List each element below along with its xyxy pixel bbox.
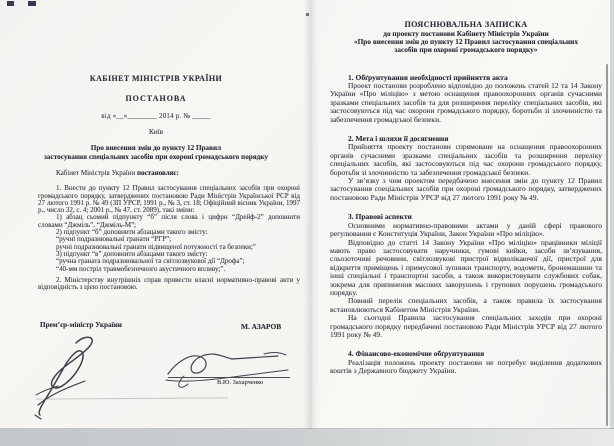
- preamble-text: Кабінет Міністрів України: [56, 169, 137, 177]
- explanatory-note-page: [312, 0, 610, 437]
- page-fold-shadow: [304, 0, 320, 437]
- section-1-heading: 1. Обґрунтування необхідності прийняття акта: [348, 72, 508, 82]
- document-type: ПОСТАНОВА: [125, 94, 187, 103]
- azarov-signature-mark: [30, 331, 122, 423]
- note-subtitle-line3: засобів при охороні громадського порядку»: [394, 45, 538, 55]
- amendment-sub-1: 1) абзац сьомий підпункту “б” після слова і цифри “Дрейф-2” доповнити словами “Джміль”, “Джміль-М”;: [38, 213, 300, 229]
- section-1-paragraph: Проект постанови розроблено відповідно до положень статей 12 та 14 Закону України «Про міліцію» з метою оснащення правоохоронних органів сучасними зразками спеціальних засобів та для розширення переліку спеціальних засобів, які застосовуються під час охорони громадського порядку, боротьби зі злочинністю та забезпечення громадської безпеки.: [330, 81, 602, 124]
- org-name: КАБІНЕТ МІНІСТРІВ УКРАЇНИ: [89, 74, 223, 83]
- pm-signature-title: Прем’єр-міністр України: [40, 321, 122, 329]
- preamble: [38, 170, 300, 177]
- resolution-title-line1: Про внесення змін до пункту 12 Правил: [90, 144, 222, 152]
- section-4-heading: 4. Фінансово-економічне обґрунтування: [348, 349, 485, 359]
- section-3-paragraph-1: Основними нормативно-правовими актами у даній сфері правового регулювання є Конституція України, Закон України «Про міліцію».: [330, 220, 602, 239]
- resolution-title-line2: застосування спеціальних засобів при охороні громадського порядку: [44, 153, 268, 161]
- section-3-paragraph-4: На сьогодні Правила застосування спеціальних заходів при охороні громадського порядку передбачені постановою Ради Міністрів УРСР від 27 лютого 1991 року № 49.: [330, 313, 602, 339]
- resolution-body: [38, 170, 300, 291]
- note-title-block: [330, 20, 602, 55]
- signature-underline: [168, 377, 290, 378]
- item-2: 2. Міністерству внутрішніх справ привести власні нормативно-правові акти у відповідність з цією постановою.: [38, 275, 300, 292]
- amendment-sub-2b: ручні подразнювальні гранати підвищеної потужності та безпеки;”: [56, 242, 256, 251]
- resolution-header: [24, 74, 288, 162]
- scanner-background-bottom: [0, 429, 614, 446]
- section-2-paragraph-2: У зв’язку з чим проектом передбачено внесення змін до пункту 12 Правил застосування спеціальних засобів при охороні громадського порядку, затверджених постановою Ради Міністрів УРСР від 27 лютого 1991 року № 49.: [330, 176, 602, 202]
- section-3-heading: 3. Правові аспекти: [348, 212, 412, 222]
- explanatory-note-body: [330, 20, 602, 376]
- item-1: 1. Внести до пункту 12 Правил застосування спеціальних засобів при охороні громадського порядку, затверджених постановою Ради Міністрів Української РСР від 27 лютого 1991 р. № 49 (ЗП УРСР, 1991 р., № 3, ст. 18; Офіційний вісник України, 1997 р., число 32, с. 4; 2001 р., № 47, ст. 2089), такі зміни:: [38, 184, 300, 215]
- section-3-paragraph-2: Відповідно до статті 14 Закону України «Про міліцію» працівники міліції мають право застосовувати наручники, гумові кийки, засоби зв’язування, сльозоточиві речовини, світлозвукові пристрої відволікаючої дії, пристрої для відкриття приміщень і примусової зупинки транспорту, водомети, бронемашини та інші спеціальні і транспортні засоби, а також використовувати службових собак, зокрема для припинення масових заворушень і групових порушень громадського порядку.: [330, 237, 602, 297]
- page-edge-line: [606, 64, 608, 426]
- city-label: Київ: [148, 128, 164, 136]
- resolution-title: [24, 144, 288, 162]
- date-number-line: від «__»________ 2014 р. № _____: [101, 112, 211, 120]
- preamble-verb: постановляє:: [137, 169, 179, 177]
- scan-artifact-mark: [28, 1, 36, 6]
- pm-signature-name: М. АЗАРОВ: [241, 322, 282, 331]
- section-4-paragraph: Реалізація положень проекту постанови не потребує виділення додаткових коштів з Державного бюджету України.: [330, 357, 602, 376]
- note-title: ПОЯСНЮВАЛЬНА ЗАПИСКА: [404, 20, 528, 29]
- section-2-paragraph-1: Прийняття проекту постанови спрямоване на оснащення правоохоронних органів сучасними зразками спеціальних засобів та розширення переліку спеціальних засобів, які застосовуються під час охорони громадського порядку, боротьби зі злочинністю та забезпечення громадської безпеки.: [330, 142, 602, 177]
- scanner-background-right: [610, 0, 614, 446]
- amendment-sub-3b: “40-мм постріл травмобезпечного акустичного впливу;”.: [56, 264, 226, 273]
- section-2-heading: 2. Мета і шляхи її досягнення: [348, 134, 449, 144]
- amendment-sub-2a: “ручні подразнювальні гранати “РГР”;: [56, 235, 172, 244]
- note-subtitle-line1: до проекту постанови Кабінету Міністрів України: [383, 29, 549, 38]
- amendment-sub-2: 2) підпункт “б” доповнити абзацами такого змісту:: [56, 228, 208, 237]
- section-3-paragraph-3: Повний перелік спеціальних засобів, а також правила їх застосування встановлюються Кабінетом Міністрів України.: [330, 296, 602, 314]
- resolution-page: [0, 0, 312, 431]
- amendment-sub-3: 3) підпункт “в” доповнити абзацами такого змісту:: [56, 249, 208, 258]
- note-subtitle-line2: «Про внесення змін до пункту 12 Правил застосування спеціальних: [353, 37, 579, 47]
- scan-artifact-mark: [7, 1, 14, 6]
- amendment-sub-3a: “ручна граната подразнювальної та світлозвукової дії “Дрофа”;: [56, 257, 245, 266]
- zakharchenko-name: В.Ю. Захарченко: [217, 379, 264, 386]
- scan-crease-line: [36, 397, 228, 399]
